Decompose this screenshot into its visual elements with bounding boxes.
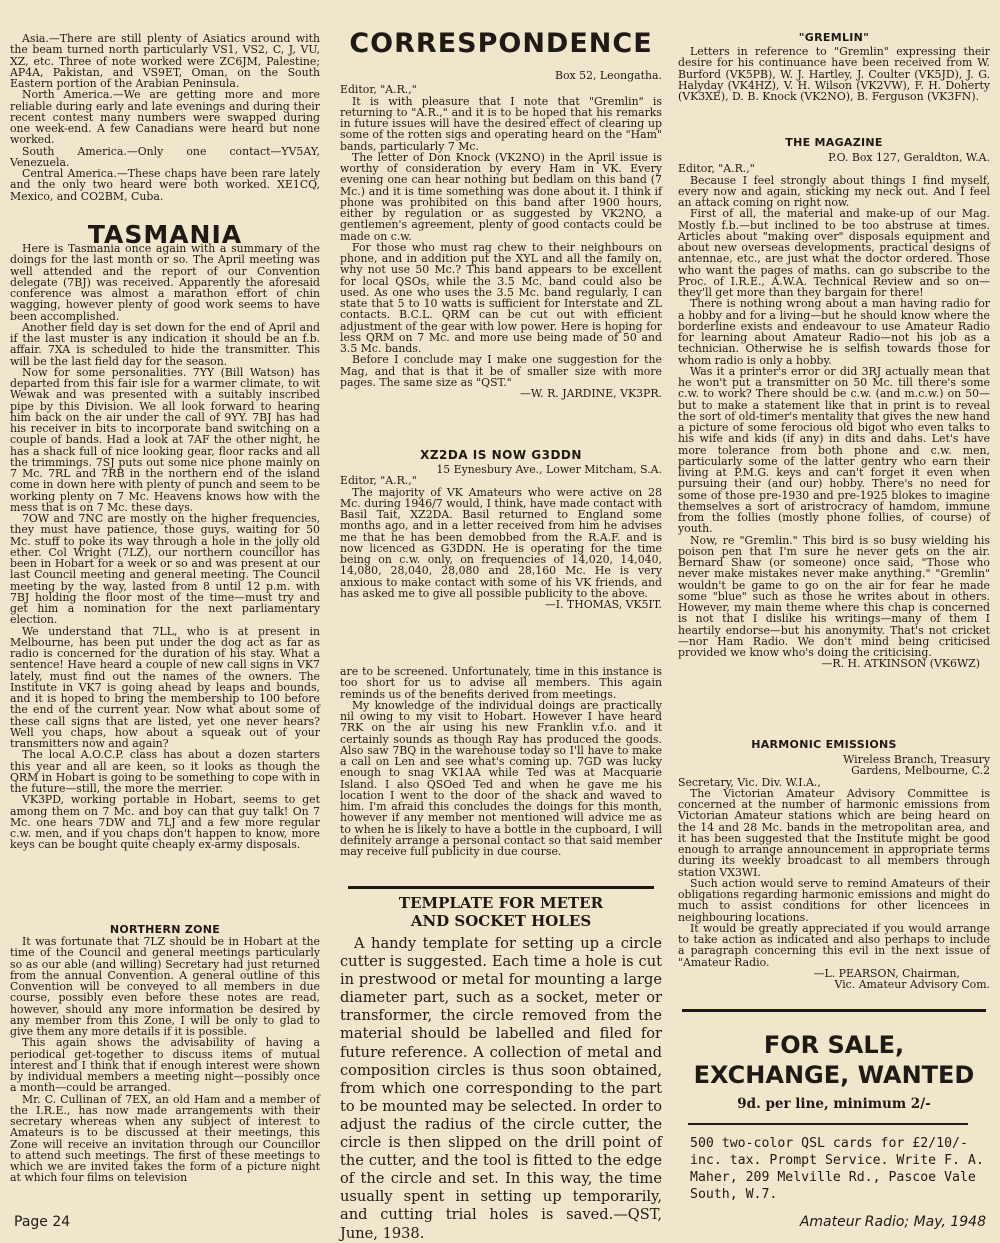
continued-paragraph: My knowledge of the individual doings are practically nil owing to my visit to Hobart. However I have heard 7RK on the air using his new Franklin v.f.o. and it certainly sounds as though Ray has produced the goods. Also saw 7BQ in the warehouse today so I'll have to make a call on Len and see what's coming up. 7GD was lucky enough to snag VK1AA while Ted was at Macquarie Island. I also QSOed Ted and when he gave me his location I went to the door of the shack and waved to him. I'm afraid this concludes the doings for this month, however if any member not mentioned will advice me as to when he is likely to have a bottle in the cupboard, I will definitely arrange a personal contact so that said member may receive full publicity in due course. [340,698,662,858]
gremlin-paragraph: Letters in reference to "Gremlin" expressing their desire for his continuance have been received from W. Burford (VK5PB), W. J. Hartley, J. Coulter (VK5JD), J. G. Halyday (VK4HZ), V. H. Wilson (VK2VW), F. H. Doherty (VK3XE), D. B. Knock (VK2NO), B. Ferguson (VK3FN). [678,45,990,103]
northern-zone-heading: NORTHERN ZONE [109,923,221,936]
tasmania-paragraph: Now for some personalities. 7YY (Bill Watson) has departed from this fair isle for a warmer climate, to wit Wewak and was presented with a suitably inscribed pipe by this Division. We all look forward to hearing him back on the air under the call of 9YY. 7BJ has had his receiver in bits to incorporate band switching on a couple of bands. Had a look at 7AF the other night, he has a shack full of nice looking gear, floor racks and all the trimmings. 7SJ puts out some nice phone mainly on 7 Mc. 7RL and 7RB in the northern end of the island come in down here with plenty of punch and seem to be working plenty on 7 Mc. Heavens knows how with the mess that is on 7 Mc. these days. [10,365,320,514]
letter-salutation: Editor, "A.R.," [340,83,417,97]
tasmania-paragraph: Here is Tasmania once again with a summary of the doings for the last month or so. The April meeting was well attended and the report of our Convention delegate (7BJ) was received. Apparently the aforesaid conference was almost a marathon effort of chin wagging, however plenty of good work seems to have been accomplished. [10,242,320,323]
asia-paragraph: Asia.—There are still plenty of Asiatics around with the beam turned north particularly VS1, VS2, C, J, VU, XZ, etc. Three of note worked were ZC6JM, Palestine; AP4A, Pakistan, and VS9ET, Oman, on the South Eastern portion of the Arabian Peninsula. [10,32,320,90]
harmonic-heading: HARMONIC EMISSIONS [751,738,897,751]
tasmania-paragraph: Another field day is set down for the end of April and if the last muster is any indication it should be an f.b. affair. 7XA is scheduled to hide the transmitter. This will be the last field day for the season. [10,320,320,368]
central-america-paragraph: Central America.—These chaps have been rare lately and the only two heard were both worked. XE1CQ, Mexico, and CO2BM, Cuba. [10,167,320,203]
dx-notes [10,33,320,202]
letter-paragraph: Before I conclude may I make one suggestion for the Mag, and that is that it be of smaller size with more pages. The same size as "QST." [340,353,662,389]
letter-address: Wireless Branch, Treasury Gardens, Melbourne, C.2 [843,753,990,778]
northern-paragraph: It was fortunate that 7LZ should be in Hobart at the time of the Council and general meetings particularly so as our able (and willing) Secretary had just returned from the annual Convention. A general outline of this Convention will be conveyed to all members in due course, possibly even before these notes are read, however, should any more information be desired by any member from this Zone, I will be only to glad to give them any more details if it is possible. [10,935,320,1038]
northern-zone-continued [340,666,662,857]
north-america-paragraph: North America.—We are getting more and more reliable during early and late evenings and during their recent contest many numbers were swapped during one week-end. A few Canadians were heard but none worked. [10,88,320,147]
letter-paragraph: The letter of Don Knock (VK2NO) in the April issue is worthy of consideration by every Ham in VK. Every evening one can hear nothing but bedlam on this band (7 Mc.) and it is time something was done about it. I think if phone was prohibited on this band after 1900 hours, either by regulation or as suggested by VK2NO, a gentlemen's agreement, plenty of good contacts could be made on c.w. [340,150,662,243]
correspondence-heading: CORRESPONDENCE [349,28,653,59]
tasmania-heading: TASMANIA [87,220,243,249]
letter-address: 15 Eynesbury Ave., Lower Mitcham, S.A. [436,463,662,476]
sale-ad: 500 two-color QSL cards for £2/10/- inc. tax. Prompt Service. Write F. A. Maher, 209 Melville Rd., Pascoe Vale South, W.7. [690,1136,984,1202]
sale-heading: EXCHANGE, WANTED [693,1061,975,1089]
letter-paragraph: Such action would serve to remind Amateurs of their obligations regarding harmonic emissions and might do much to assist conditions for other licencees in neighbouring locations. [678,876,990,924]
magazine-letter [678,152,990,670]
sale-divider [688,1123,968,1125]
template-body: A handy template for setting up a circle cutter is suggested. Each time a hole is cut in prestwood or metal for mounting a large diameter part, such as a socket, meter or transformer, the circle removed from the material should be labelled and filed for future reference. A collection of metal and composition circles is thus soon obtained, from which one corresponding to the part to be mounted may be selected. In order to adjust the radius of the circle cutter, the circle is then slipped on the drill point of the cutter, and the tool is fitted to the edge of the circle and set. In this way, the time usually spent in setting up temporarily, and cutting trial holes is saved.—QST, June, 1938. [340,935,662,1242]
sale-heading: FOR SALE, [763,1031,905,1059]
northern-zone-section [10,936,320,1184]
publication-line: Amateur Radio; May, 1948 [799,1214,986,1230]
northern-paragraph: Mr. C. Cullinan of 7EX, an old Ham and a member of the I.R.E., has now made arrangements with their secretary whereas when any subject of interest to Amateurs is to be discussed at their meetings, this Zone will receive an invitation through our Councillor to attend such meetings. The first of these meetings to which we are invited takes the form of a picture night at which four films on television [10,1092,320,1185]
letter-paragraph: The majority of VK Amateurs who were active on 28 Mc. during 1946/7 would, I think, have made contact with Basil Tait, XZ2DA. Basil returned to England some months ago, and in a letter received from him he advises me that he has been demobbed from the R.A.F. and is now licenced as G3DDN. He is operating for the time being on c.w. only, on frequencies of 14,020, 14,040, 14,080, 28,040, 28,080 and 28,160 Mc. He is very anxious to make contact with some of his VK friends, and has asked me to give all possible publicity to the above. [340,485,662,600]
letter-signature: —L. PEARSON, Chairman, [813,966,960,980]
tasmania-paragraph: We understand that 7LL, who is at present in Melbourne, has been put under the dog act as far as radio is concerned for the duration of his stay. What a sentence! Have heard a couple of new call signs in VK7 lately, must find out the names of the owners. The Institute in VK7 is going ahead by leaps and bounds, and it is hoped to bring the membership to 100 before the end of the current year. Now what about some of these call signs that are listed, yet one never hears? Well you chaps, how about a squeak out of your transmitters now and again? [10,624,320,750]
letter-salutation: Editor, "A.R.," [340,474,417,488]
tasmania-paragraph: VK3PD, working portable in Hobart, seems to get among them on 7 Mc. and boy can that guy talk! On 7 Mc. one hears 7DW and 7LJ and a few more regular c.w. men, and if you chaps don't happen to know, more keys can be bought quite cheaply ex-army disposals. [10,793,320,852]
letter-address: Box 52, Leongatha. [554,69,662,82]
letter-paragraph: Was it a printer's error or did 3RJ actually mean that he won't put a transmitter on 50 Mc. till there's some c.w. to work? There should be c.w. (and m.c.w.) on 50—but to make a statement like that in print is to reveal the sort of old-timer's mentality that gives the new hand a picture of some ferocious old bigot who even talks to his wife and kids (if any) in dits and dahs. Let's have more tolerance from both phone and c.w. men, particularly some of the latter gentry who earn their living at P.M.G. keys and can't forget it even when pursuing their (and our) hobby. There's no need for some of those pre-1930 and pre-1925 blokes to imagine themselves a sort of aristrocracy of hamdom, immune from the follies (mostly phone follies, of course) of youth. [678,364,990,536]
letter-signature: —W. R. JARDINE, VK3PR. [519,387,662,400]
northern-paragraph: This again shows the advisability of having a periodical get-together to discuss items of mutual interest and I think that if enough interest were shown by individual members a meeting night—possibly once a month—could be arranged. [10,1036,320,1095]
page-number: Page 24 [14,1214,71,1230]
letter-signature: —R. H. ATKINSON (VK6WZ) [821,657,980,671]
xz2da-heading: XZ2DA IS NOW G3DDN [420,448,582,462]
letter-paragraph: It is with pleasure that I note that "Gremlin" is returning to "A.R.," and it is to be hoped that his remarks in future issues will have the desired effect of clearing up some of the rotten sigs and operating heard on the "Ham" bands, particularly 7 Mc. [340,94,662,153]
letter-signature: —I. THOMAS, VK5IT. [544,598,662,611]
gremlin-section [678,46,990,102]
letter-paragraph: For those who must rag chew to their neighbours on phone, and in addition put the XYL and all the family on, why not use 50 Mc.? This band appears to be excellent for local QSOs, while the 3.5 Mc. band could also be used. As one who uses the 3.5 Mc. band regularly, I can state that 5 to 10 watts is sufficient for Interstate and ZL contacts. B.C.L. QRM can be cut out with efficient adjustment of the gear with low power. Here is hoping for less QRM on 7 Mc. and more use being made of 50 and 3.5 Mc. bands. [340,240,662,355]
letter-salutation: Editor, "A.R.," [678,162,755,176]
gremlin-heading: "GREMLIN" [798,31,870,44]
tasmania-paragraph: The local A.O.C.P. class has about a dozen starters this year and all are keen, so it looks as though the QRM in Hobart is going to be something to cope with in the future—still, the more the merrier. [10,748,320,795]
letter-paragraph: Now, re "Gremlin." This bird is so busy wielding his poison pen that I'm sure he never gets on the air. Bernard Shaw (or someone) once said, "Those who never make mistakes never make anything." "Gremlin" wouldn't be game to go on the air for fear he made some "blue" such as those he writes about in others. However, my main theme where this chap is concerned is not that I dislike his writings—many of them I heartily endorse—but his anonymity. That's not cricket—nor Ham Radio. We don't mind being criticised provided we know who's doing the criticising. [678,533,990,659]
letter-thomas [340,464,662,610]
sale-rate: 9d. per line, minimum 2/- [737,1096,931,1112]
letter-paragraph: The Victorian Amateur Advisory Committee is concerned at the number of harmonic emissions from Victorian Amateur stations which are being heard on the 14 and 28 Mc. bands in the metropolitan area, and it has been suggested that the Institute might be good enough to arrange announcement in appropriate terms during its weekly broadcast to all members through station VX3WI. [678,786,990,879]
letter-paragraph: First of all, the material and make-up of our Mag. Mostly f.b.—but inclined to be too abstruse at times. Articles about "making over" disposals equipment and about new overseas developments, practical designs of antennae, etc., are just what the doctor ordered. Those who want the pages of maths. can go subscribe to the Proc. of I.R.E., A.W.A. Technical Review and so on—they'll get more than they bargain for there! [678,207,990,299]
letter-salutation: Secretary, Vic. Div. W.I.A., [678,775,821,789]
letter-signature: Vic. Amateur Advisory Com. [834,978,990,991]
magazine-heading: THE MAGAZINE [785,136,883,149]
south-america-paragraph: South America.—Only one contact—YV5AY, Venezuela. [10,144,320,169]
template-article [340,894,662,1243]
continued-paragraph: are to be screened. Unfortunately, time in this instance is too short for us to advise all members. This again reminds us of the benefits derived from meetings. [340,665,662,701]
letter-paragraph: There is nothing wrong about a man having radio for a hobby and for a living—but he should know where the borderline exists and endeavour to use Amateur Radio for learning about Amateur Radio—not his job as a technician. Otherwise he is selfish towards those for whom radio is only a hobby. [678,297,990,367]
harmonic-letter [678,754,990,990]
tasmania-section [10,243,320,851]
template-heading: TEMPLATE FOR METER AND SOCKET HOLES [398,894,604,930]
section-divider [348,886,654,889]
letter-jardine [340,70,662,399]
letter-address: P.O. Box 127, Geraldton, W.A. [828,151,990,164]
letter-paragraph: It would be greatly appreciated if you would arrange to take action as indicated and also perhaps to include a paragraph concerning this evil in the next issue of "Amateur Radio. [678,921,990,969]
section-divider [682,1009,986,1012]
classified-box [678,1030,990,1203]
letter-paragraph: Because I feel strongly about things I find myself, every now and again, sticking my neck out. And I feel an attack coming on right now. [678,173,990,209]
tasmania-paragraph: 7OW and 7NC are mostly on the higher frequencies, they must have patience, those guys, waiting for 50 Mc. stuff to poke its way through a hole in the jolly old ether. Col Wright (7LZ), our northern councillor has been in Hobart for a week or so and was present at our last Council meeting and general meeting. The Council meeting by the way, lasted from 8 until 12 p.m. with 7BJ holding the floor most of the time—must try and get him a nomination for the next parliamentary election. [10,512,320,627]
